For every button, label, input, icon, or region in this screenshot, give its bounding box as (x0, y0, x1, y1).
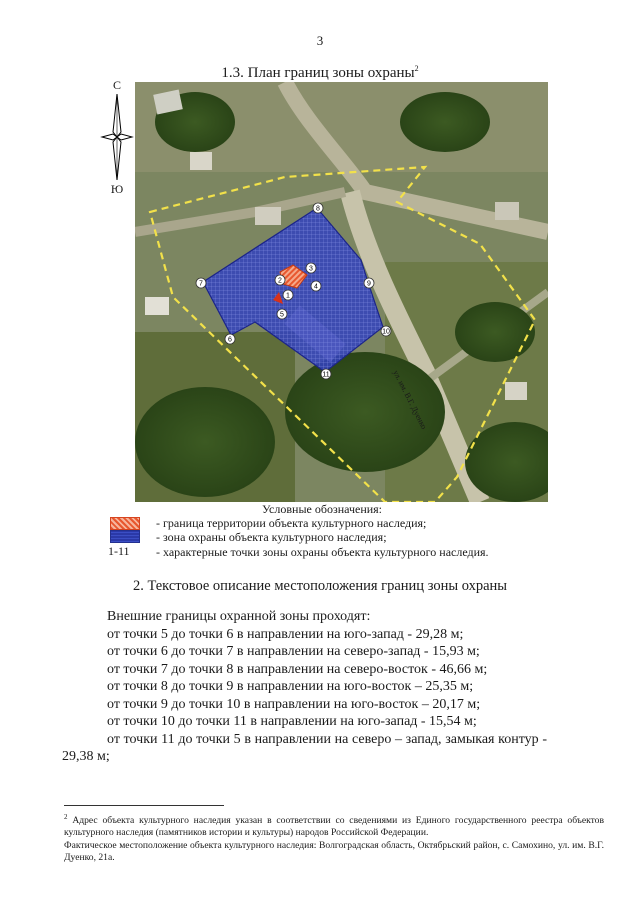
svg-text:1: 1 (286, 292, 290, 300)
legend-swatch-zone (110, 530, 140, 543)
svg-text:6: 6 (228, 336, 232, 344)
compass-north-label: С (112, 78, 121, 92)
svg-text:11: 11 (322, 371, 330, 379)
legend-item-points: - характерные точки зоны охраны объекта культурного наследия. (156, 545, 489, 559)
svg-text:3: 3 (309, 265, 313, 273)
point-marker-3 (306, 263, 316, 273)
legend-item-territory: - граница территории объекта культурного наследия; (156, 516, 427, 530)
svg-text:2: 2 (278, 277, 282, 285)
svg-text:5: 5 (280, 311, 284, 319)
point-marker-1 (283, 290, 293, 300)
footnote-ref[interactable]: 2 (414, 64, 419, 73)
description-line: от точки 8 до точки 9 в направлении на юго-восток – 25,35 м; (107, 679, 474, 694)
satellite-map (135, 82, 548, 502)
legend-swatch-territory (110, 517, 140, 530)
point-marker-7 (196, 278, 206, 288)
footnote-mark: 2 (64, 813, 68, 821)
svg-text:8: 8 (316, 205, 320, 213)
footnote-rule (64, 805, 224, 806)
boundary-description (62, 608, 547, 766)
page-number: 3 (316, 33, 324, 48)
point-marker-9 (364, 278, 374, 288)
point-marker-8 (313, 203, 323, 213)
svg-text:4: 4 (314, 283, 318, 291)
point-marker-4 (311, 281, 321, 291)
point-marker-11 (321, 369, 331, 379)
section-title: 1.3. План границ зоны охраны$^2$ (221, 64, 419, 81)
legend-points-code: 1-11 (108, 544, 130, 558)
street-label: ул. им. В.Г. Дуенко (391, 368, 429, 431)
text-section-title: 2. Текстовое описание местоположения границ зоны охраны (132, 578, 508, 594)
footnote (64, 811, 604, 864)
point-marker-6 (225, 334, 235, 344)
legend-item-zone: - зона охраны объекта культурного наследия; (156, 530, 387, 544)
description-intro: Внешние границы охранной зоны проходят: (107, 609, 371, 624)
footnote-text-2: Фактическое местоположение объекта культурного наследия: Волгоградская область, Октябрьский район, с. Самохино, ул. им. В.Г. Дуенко, 21а. (64, 839, 604, 864)
description-last-line: от точки 11 до точки 5 в направлении на северо – запад, замыкая контур - 29,38 м; (62, 731, 547, 764)
description-line: от точки 5 до точки 6 в направлении на юго-запад - 29,28 м; (107, 626, 464, 642)
point-marker-5 (277, 309, 287, 319)
svg-text:10: 10 (382, 328, 390, 336)
svg-text:7: 7 (199, 280, 203, 288)
compass-arrow-icon (100, 94, 134, 180)
description-line: от точки 10 до точки 11 в направлении на юго-запад - 15,54 м; (107, 714, 477, 729)
footnote-text-1: Адрес объекта культурного наследия указан в соответствии со сведениями из Единого государственного реестра объектов культурного наследия (памятников истории и культуры) народов Российской Федерации. (64, 815, 605, 839)
point-marker-2 (275, 275, 285, 285)
legend-title: Условные обозначения: (262, 502, 383, 516)
description-line: от точки 9 до точки 10 в направлении на юго-восток – 20,17 м; (107, 696, 481, 712)
description-line: от точки 7 до точки 8 в направлении на северо-восток - 46,66 м; (107, 661, 488, 677)
description-line: от точки 6 до точки 7 в направлении на северо-запад - 15,93 м; (107, 644, 480, 659)
svg-text:9: 9 (367, 280, 371, 288)
compass-south-label: Ю (110, 182, 124, 196)
point-marker-10 (381, 326, 391, 336)
compass-rose (100, 78, 134, 198)
